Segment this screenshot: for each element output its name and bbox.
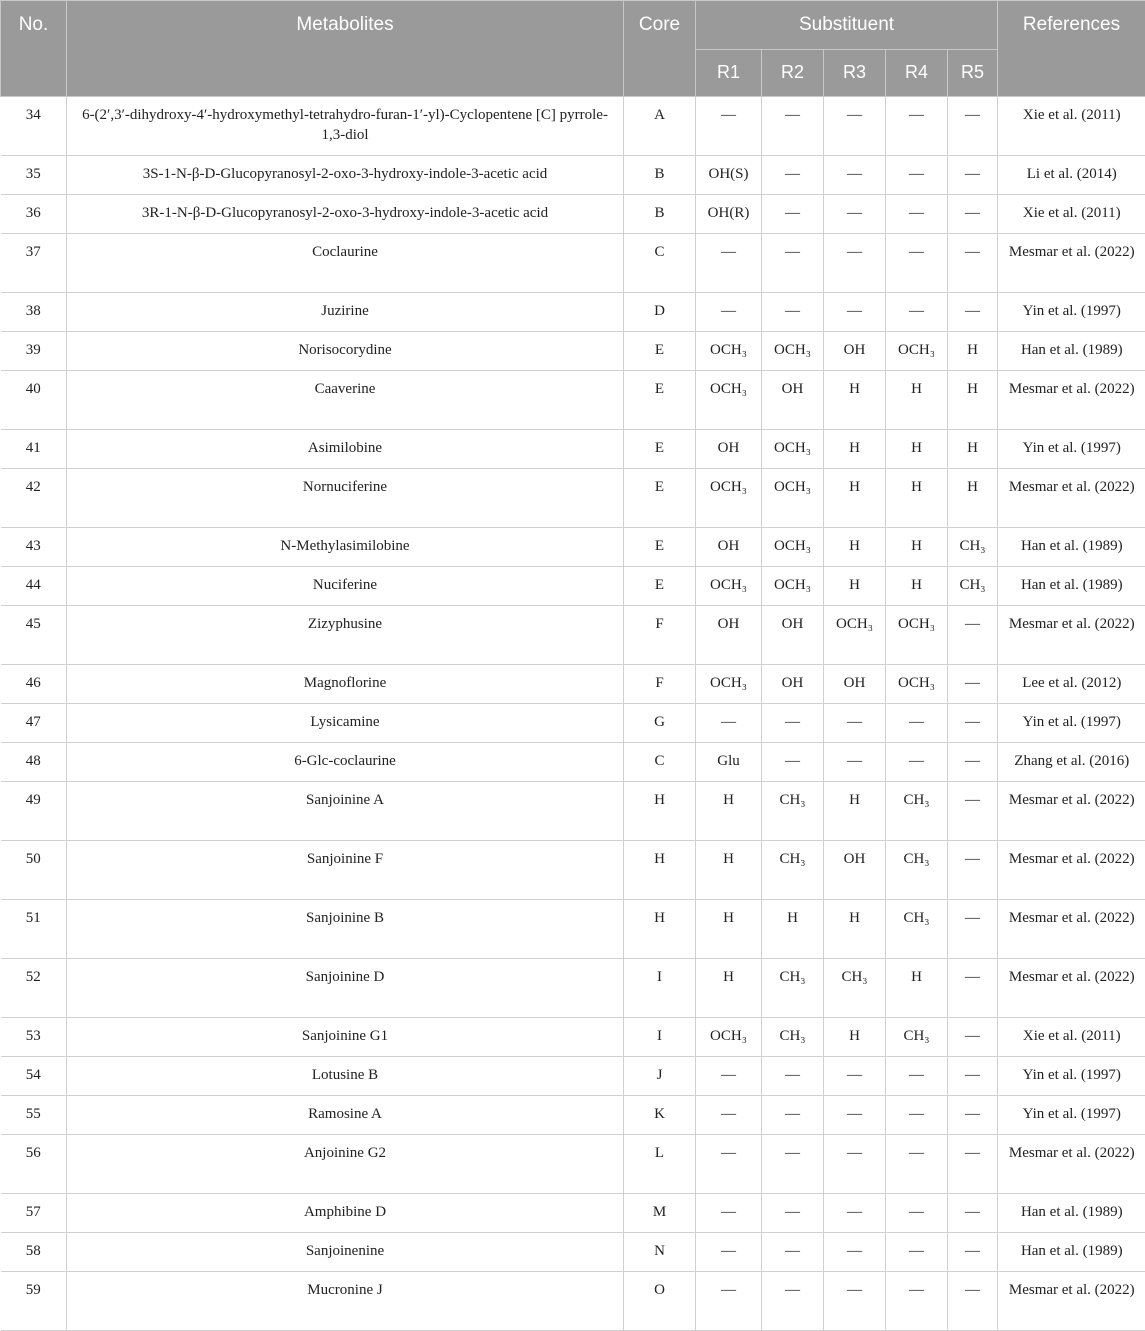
cell-core: B bbox=[624, 156, 696, 195]
cell-r3: — bbox=[824, 293, 886, 332]
cell-reference: Mesmar et al. (2022) bbox=[998, 782, 1145, 841]
cell-no: 50 bbox=[1, 841, 67, 900]
cell-r4: — bbox=[886, 1233, 948, 1272]
cell-no: 39 bbox=[1, 332, 67, 371]
cell-r2: — bbox=[762, 195, 824, 234]
table-row bbox=[1, 606, 1145, 665]
cell-core: H bbox=[624, 841, 696, 900]
table-header bbox=[1, 1, 1145, 97]
cell-r4: H bbox=[886, 430, 948, 469]
cell-r4: — bbox=[886, 293, 948, 332]
cell-r4: OCH₃ bbox=[886, 332, 948, 371]
table-row bbox=[1, 1233, 1145, 1272]
cell-core: E bbox=[624, 528, 696, 567]
cell-reference: Zhang et al. (2016) bbox=[998, 743, 1145, 782]
cell-r1: OCH₃ bbox=[696, 371, 762, 430]
cell-r3: H bbox=[824, 900, 886, 959]
cell-r3: — bbox=[824, 704, 886, 743]
cell-r4: — bbox=[886, 97, 948, 156]
cell-metabolite: Asimilobine bbox=[67, 430, 624, 469]
table-row bbox=[1, 704, 1145, 743]
cell-r3: H bbox=[824, 567, 886, 606]
table-row bbox=[1, 959, 1145, 1018]
cell-r4: H bbox=[886, 371, 948, 430]
cell-reference: Mesmar et al. (2022) bbox=[998, 1135, 1145, 1194]
cell-metabolite: Caaverine bbox=[67, 371, 624, 430]
cell-reference: Han et al. (1989) bbox=[998, 528, 1145, 567]
header-r2: R2 bbox=[762, 50, 824, 97]
cell-r5: — bbox=[948, 156, 998, 195]
cell-r2: OCH₃ bbox=[762, 528, 824, 567]
cell-r3: — bbox=[824, 234, 886, 293]
cell-r2: CH₃ bbox=[762, 782, 824, 841]
cell-r5: — bbox=[948, 782, 998, 841]
cell-r3: H bbox=[824, 782, 886, 841]
cell-metabolite: 3R-1-N-β-D-Glucopyranosyl-2-oxo-3-hydroxy-indole-3-acetic acid bbox=[67, 195, 624, 234]
cell-no: 46 bbox=[1, 665, 67, 704]
cell-r3: H bbox=[824, 430, 886, 469]
cell-r2: — bbox=[762, 97, 824, 156]
cell-r2: — bbox=[762, 1272, 824, 1331]
cell-r2: H bbox=[762, 900, 824, 959]
header-r1: R1 bbox=[696, 50, 762, 97]
cell-r4: H bbox=[886, 959, 948, 1018]
cell-r4: OCH₃ bbox=[886, 665, 948, 704]
table-row bbox=[1, 1057, 1145, 1096]
cell-r2: CH₃ bbox=[762, 841, 824, 900]
table-row bbox=[1, 743, 1145, 782]
cell-reference: Mesmar et al. (2022) bbox=[998, 234, 1145, 293]
cell-no: 36 bbox=[1, 195, 67, 234]
cell-r3: — bbox=[824, 156, 886, 195]
cell-no: 56 bbox=[1, 1135, 67, 1194]
cell-metabolite: Nornuciferine bbox=[67, 469, 624, 528]
cell-r3: H bbox=[824, 371, 886, 430]
cell-r5: — bbox=[948, 97, 998, 156]
cell-r5: H bbox=[948, 469, 998, 528]
cell-r5: — bbox=[948, 1194, 998, 1233]
table-row bbox=[1, 1272, 1145, 1331]
cell-r5: — bbox=[948, 195, 998, 234]
cell-r5: — bbox=[948, 665, 998, 704]
cell-r1: H bbox=[696, 782, 762, 841]
cell-r5: — bbox=[948, 1135, 998, 1194]
table-row bbox=[1, 1096, 1145, 1135]
cell-r1: — bbox=[696, 97, 762, 156]
cell-r1: H bbox=[696, 900, 762, 959]
table-row bbox=[1, 782, 1145, 841]
cell-no: 40 bbox=[1, 371, 67, 430]
cell-r4: — bbox=[886, 1272, 948, 1331]
cell-r3: — bbox=[824, 743, 886, 782]
cell-reference: Yin et al. (1997) bbox=[998, 1096, 1145, 1135]
table-row bbox=[1, 293, 1145, 332]
cell-r5: — bbox=[948, 1272, 998, 1331]
cell-metabolite: Sanjoinine F bbox=[67, 841, 624, 900]
cell-no: 44 bbox=[1, 567, 67, 606]
cell-r1: — bbox=[696, 1057, 762, 1096]
cell-metabolite: Coclaurine bbox=[67, 234, 624, 293]
cell-r5: — bbox=[948, 743, 998, 782]
cell-reference: Yin et al. (1997) bbox=[998, 293, 1145, 332]
cell-reference: Han et al. (1989) bbox=[998, 1194, 1145, 1233]
table-row bbox=[1, 900, 1145, 959]
cell-r1: OH bbox=[696, 430, 762, 469]
table-row bbox=[1, 528, 1145, 567]
cell-r5: — bbox=[948, 606, 998, 665]
cell-r4: — bbox=[886, 156, 948, 195]
cell-core: C bbox=[624, 743, 696, 782]
cell-r1: OH bbox=[696, 528, 762, 567]
table-row bbox=[1, 234, 1145, 293]
cell-core: O bbox=[624, 1272, 696, 1331]
cell-r2: — bbox=[762, 1233, 824, 1272]
cell-reference: Mesmar et al. (2022) bbox=[998, 371, 1145, 430]
header-references: References bbox=[998, 1, 1145, 97]
cell-r1: Glu bbox=[696, 743, 762, 782]
cell-r2: — bbox=[762, 743, 824, 782]
cell-r1: — bbox=[696, 1233, 762, 1272]
cell-reference: Mesmar et al. (2022) bbox=[998, 469, 1145, 528]
cell-r2: OH bbox=[762, 665, 824, 704]
cell-r2: — bbox=[762, 293, 824, 332]
cell-core: J bbox=[624, 1057, 696, 1096]
cell-metabolite: 6-(2′,3′-dihydroxy-4′-hydroxymethyl-tetrahydro-furan-1′-yl)-Cyclopentene [C] pyrrole-1,3-diol bbox=[67, 97, 624, 156]
cell-r3: H bbox=[824, 1018, 886, 1057]
cell-no: 48 bbox=[1, 743, 67, 782]
cell-r2: OCH₃ bbox=[762, 469, 824, 528]
cell-r5: CH₃ bbox=[948, 567, 998, 606]
cell-r2: — bbox=[762, 704, 824, 743]
cell-no: 51 bbox=[1, 900, 67, 959]
cell-metabolite: 6-Glc-coclaurine bbox=[67, 743, 624, 782]
cell-reference: Yin et al. (1997) bbox=[998, 704, 1145, 743]
cell-r4: H bbox=[886, 469, 948, 528]
cell-r5: — bbox=[948, 1096, 998, 1135]
cell-r5: — bbox=[948, 959, 998, 1018]
cell-r1: — bbox=[696, 1096, 762, 1135]
cell-core: D bbox=[624, 293, 696, 332]
table-row bbox=[1, 1194, 1145, 1233]
table-row bbox=[1, 195, 1145, 234]
cell-r5: — bbox=[948, 1057, 998, 1096]
cell-reference: Xie et al. (2011) bbox=[998, 97, 1145, 156]
cell-no: 35 bbox=[1, 156, 67, 195]
cell-metabolite: Juzirine bbox=[67, 293, 624, 332]
cell-r2: — bbox=[762, 1135, 824, 1194]
cell-core: M bbox=[624, 1194, 696, 1233]
cell-r4: — bbox=[886, 1135, 948, 1194]
cell-r1: OCH₃ bbox=[696, 1018, 762, 1057]
cell-no: 52 bbox=[1, 959, 67, 1018]
cell-r4: — bbox=[886, 743, 948, 782]
table-row bbox=[1, 156, 1145, 195]
cell-metabolite: Sanjoinine A bbox=[67, 782, 624, 841]
cell-no: 55 bbox=[1, 1096, 67, 1135]
cell-r5: H bbox=[948, 371, 998, 430]
table-row bbox=[1, 371, 1145, 430]
cell-r4: — bbox=[886, 1057, 948, 1096]
cell-no: 38 bbox=[1, 293, 67, 332]
cell-r5: H bbox=[948, 430, 998, 469]
cell-r2: — bbox=[762, 1057, 824, 1096]
cell-r2: — bbox=[762, 234, 824, 293]
cell-reference: Yin et al. (1997) bbox=[998, 1057, 1145, 1096]
cell-no: 42 bbox=[1, 469, 67, 528]
cell-r3: OH bbox=[824, 665, 886, 704]
cell-r5: — bbox=[948, 234, 998, 293]
cell-r1: OCH₃ bbox=[696, 665, 762, 704]
cell-r1: — bbox=[696, 234, 762, 293]
table-row bbox=[1, 430, 1145, 469]
table-row bbox=[1, 332, 1145, 371]
cell-r4: OCH₃ bbox=[886, 606, 948, 665]
cell-no: 53 bbox=[1, 1018, 67, 1057]
cell-r2: OCH₃ bbox=[762, 332, 824, 371]
cell-no: 54 bbox=[1, 1057, 67, 1096]
cell-metabolite: Lysicamine bbox=[67, 704, 624, 743]
cell-core: E bbox=[624, 567, 696, 606]
cell-r1: — bbox=[696, 704, 762, 743]
table-row bbox=[1, 841, 1145, 900]
cell-r1: — bbox=[696, 1135, 762, 1194]
cell-r1: OH bbox=[696, 606, 762, 665]
cell-no: 49 bbox=[1, 782, 67, 841]
cell-reference: Yin et al. (1997) bbox=[998, 430, 1145, 469]
cell-metabolite: Amphibine D bbox=[67, 1194, 624, 1233]
cell-r5: — bbox=[948, 841, 998, 900]
cell-r1: OCH₃ bbox=[696, 567, 762, 606]
cell-core: F bbox=[624, 665, 696, 704]
cell-r4: — bbox=[886, 195, 948, 234]
header-metabolites: Metabolites bbox=[67, 1, 624, 97]
cell-r5: — bbox=[948, 1018, 998, 1057]
cell-no: 34 bbox=[1, 97, 67, 156]
cell-r3: OCH₃ bbox=[824, 606, 886, 665]
cell-r2: OH bbox=[762, 606, 824, 665]
cell-r3: OH bbox=[824, 841, 886, 900]
cell-r4: — bbox=[886, 704, 948, 743]
cell-r3: — bbox=[824, 1233, 886, 1272]
cell-core: E bbox=[624, 332, 696, 371]
cell-r4: CH₃ bbox=[886, 782, 948, 841]
cell-metabolite: Anjoinine G2 bbox=[67, 1135, 624, 1194]
cell-r2: OCH₃ bbox=[762, 567, 824, 606]
cell-reference: Mesmar et al. (2022) bbox=[998, 606, 1145, 665]
cell-metabolite: N-Methylasimilobine bbox=[67, 528, 624, 567]
cell-metabolite: Lotusine B bbox=[67, 1057, 624, 1096]
cell-r5: — bbox=[948, 704, 998, 743]
cell-r2: OCH₃ bbox=[762, 430, 824, 469]
cell-r3: — bbox=[824, 1194, 886, 1233]
cell-r4: CH₃ bbox=[886, 841, 948, 900]
table-row bbox=[1, 665, 1145, 704]
cell-metabolite: Ramosine A bbox=[67, 1096, 624, 1135]
cell-core: E bbox=[624, 469, 696, 528]
cell-reference: Xie et al. (2011) bbox=[998, 1018, 1145, 1057]
cell-metabolite: Mucronine J bbox=[67, 1272, 624, 1331]
cell-no: 37 bbox=[1, 234, 67, 293]
cell-no: 45 bbox=[1, 606, 67, 665]
cell-r1: OH(R) bbox=[696, 195, 762, 234]
table-row bbox=[1, 97, 1145, 156]
cell-no: 43 bbox=[1, 528, 67, 567]
cell-r1: H bbox=[696, 841, 762, 900]
table-row bbox=[1, 1018, 1145, 1057]
cell-core: F bbox=[624, 606, 696, 665]
cell-r3: — bbox=[824, 1272, 886, 1331]
cell-reference: Mesmar et al. (2022) bbox=[998, 900, 1145, 959]
cell-core: L bbox=[624, 1135, 696, 1194]
cell-reference: Mesmar et al. (2022) bbox=[998, 959, 1145, 1018]
header-no: No. bbox=[1, 1, 67, 97]
cell-core: H bbox=[624, 900, 696, 959]
cell-metabolite: Magnoflorine bbox=[67, 665, 624, 704]
cell-metabolite: Sanjoinine D bbox=[67, 959, 624, 1018]
cell-core: K bbox=[624, 1096, 696, 1135]
cell-core: A bbox=[624, 97, 696, 156]
cell-metabolite: 3S-1-N-β-D-Glucopyranosyl-2-oxo-3-hydroxy-indole-3-acetic acid bbox=[67, 156, 624, 195]
header-r4: R4 bbox=[886, 50, 948, 97]
cell-r5: H bbox=[948, 332, 998, 371]
cell-no: 47 bbox=[1, 704, 67, 743]
cell-r1: OH(S) bbox=[696, 156, 762, 195]
cell-no: 57 bbox=[1, 1194, 67, 1233]
cell-core: B bbox=[624, 195, 696, 234]
cell-reference: Mesmar et al. (2022) bbox=[998, 1272, 1145, 1331]
cell-no: 59 bbox=[1, 1272, 67, 1331]
cell-core: C bbox=[624, 234, 696, 293]
cell-metabolite: Norisocorydine bbox=[67, 332, 624, 371]
cell-metabolite: Sanjoinine G1 bbox=[67, 1018, 624, 1057]
cell-r4: CH₃ bbox=[886, 1018, 948, 1057]
cell-r4: H bbox=[886, 528, 948, 567]
cell-core: I bbox=[624, 959, 696, 1018]
header-core: Core bbox=[624, 1, 696, 97]
cell-r5: CH₃ bbox=[948, 528, 998, 567]
cell-r1: H bbox=[696, 959, 762, 1018]
cell-r3: H bbox=[824, 528, 886, 567]
cell-core: E bbox=[624, 371, 696, 430]
table-row bbox=[1, 567, 1145, 606]
cell-r3: — bbox=[824, 1096, 886, 1135]
cell-r5: — bbox=[948, 293, 998, 332]
cell-metabolite: Zizyphusine bbox=[67, 606, 624, 665]
cell-r2: CH₃ bbox=[762, 1018, 824, 1057]
cell-r3: — bbox=[824, 1135, 886, 1194]
cell-r1: — bbox=[696, 1272, 762, 1331]
cell-core: E bbox=[624, 430, 696, 469]
cell-metabolite: Sanjoinine B bbox=[67, 900, 624, 959]
cell-r2: — bbox=[762, 156, 824, 195]
cell-reference: Li et al. (2014) bbox=[998, 156, 1145, 195]
cell-reference: Xie et al. (2011) bbox=[998, 195, 1145, 234]
cell-core: H bbox=[624, 782, 696, 841]
cell-reference: Han et al. (1989) bbox=[998, 1233, 1145, 1272]
header-r5: R5 bbox=[948, 50, 998, 97]
cell-r3: CH₃ bbox=[824, 959, 886, 1018]
cell-r3: — bbox=[824, 195, 886, 234]
cell-reference: Han et al. (1989) bbox=[998, 332, 1145, 371]
cell-no: 41 bbox=[1, 430, 67, 469]
cell-r5: — bbox=[948, 900, 998, 959]
cell-r2: OH bbox=[762, 371, 824, 430]
cell-r3: H bbox=[824, 469, 886, 528]
cell-r1: — bbox=[696, 293, 762, 332]
cell-r4: CH₃ bbox=[886, 900, 948, 959]
cell-metabolite: Sanjoinenine bbox=[67, 1233, 624, 1272]
cell-r3: OH bbox=[824, 332, 886, 371]
table-row bbox=[1, 469, 1145, 528]
cell-r4: — bbox=[886, 234, 948, 293]
cell-core: G bbox=[624, 704, 696, 743]
table-row bbox=[1, 1135, 1145, 1194]
cell-core: N bbox=[624, 1233, 696, 1272]
cell-r1: OCH₃ bbox=[696, 469, 762, 528]
cell-reference: Mesmar et al. (2022) bbox=[998, 841, 1145, 900]
cell-r2: — bbox=[762, 1096, 824, 1135]
cell-r1: OCH₃ bbox=[696, 332, 762, 371]
cell-reference: Han et al. (1989) bbox=[998, 567, 1145, 606]
table-body bbox=[1, 97, 1145, 1331]
header-substituent: Substituent bbox=[696, 1, 998, 50]
cell-reference: Lee et al. (2012) bbox=[998, 665, 1145, 704]
header-r3: R3 bbox=[824, 50, 886, 97]
cell-r5: — bbox=[948, 1233, 998, 1272]
cell-r3: — bbox=[824, 1057, 886, 1096]
cell-r1: — bbox=[696, 1194, 762, 1233]
cell-r4: — bbox=[886, 1194, 948, 1233]
cell-metabolite: Nuciferine bbox=[67, 567, 624, 606]
cell-no: 58 bbox=[1, 1233, 67, 1272]
cell-r2: CH₃ bbox=[762, 959, 824, 1018]
cell-r3: — bbox=[824, 97, 886, 156]
cell-r4: — bbox=[886, 1096, 948, 1135]
cell-core: I bbox=[624, 1018, 696, 1057]
cell-r2: — bbox=[762, 1194, 824, 1233]
cell-r4: H bbox=[886, 567, 948, 606]
